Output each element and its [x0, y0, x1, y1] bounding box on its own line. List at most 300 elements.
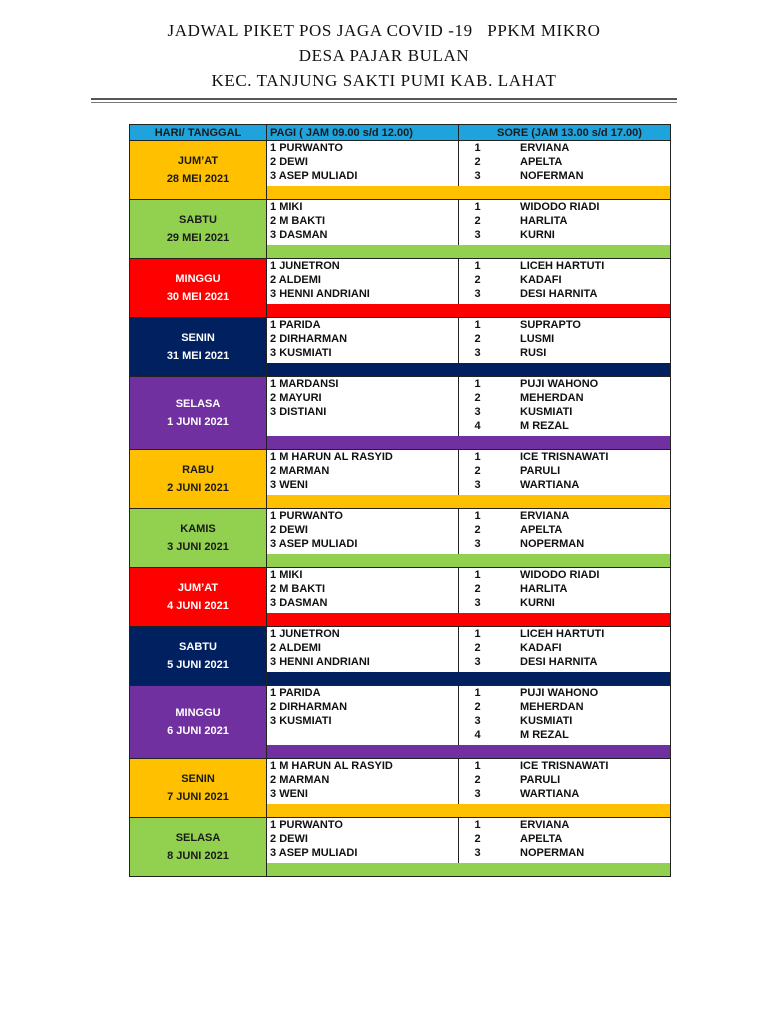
- pagi-staff: [267, 537, 458, 551]
- pagi-staff: [267, 596, 458, 610]
- sore-shift-cell: [459, 759, 671, 805]
- staff-name: ASEP MULIADI: [278, 170, 358, 182]
- pagi-staff: [267, 405, 458, 419]
- staff-name: JUNETRON: [279, 260, 340, 272]
- staff-name: DIRHARMAN: [279, 701, 348, 713]
- staff-number: 1: [270, 319, 277, 331]
- pagi-staff: [267, 641, 458, 655]
- pagi-shift-cell: [267, 568, 459, 614]
- staff-number: 2: [270, 833, 277, 845]
- staff-number: 3: [270, 715, 277, 727]
- staff-name: ALDEMI: [278, 274, 321, 286]
- staff-name: HARLITA: [520, 215, 568, 227]
- staff-name: JUNETRON: [279, 628, 340, 640]
- day-date: 5 JUNI 2021: [167, 659, 229, 671]
- pagi-staff: [267, 200, 458, 214]
- pagi-shift-cell: [267, 377, 459, 437]
- header-pagi: PAGI ( JAM 09.00 s/d 12.00): [267, 125, 459, 141]
- pagi-staff: [267, 377, 458, 391]
- staff-number: 3: [474, 597, 481, 609]
- staff-number: 1: [474, 569, 481, 581]
- staff-name: PARULI: [520, 774, 561, 786]
- sore-staff: [459, 818, 670, 832]
- header-sore: SORE (JAM 13.00 s/d 17.00): [459, 125, 671, 141]
- staff-name: KUSMIATI: [279, 715, 332, 727]
- staff-name: DEWI: [279, 156, 308, 168]
- staff-number: 2: [270, 642, 277, 654]
- staff-name: WIDODO RIADI: [520, 201, 600, 213]
- staff-number: 1: [474, 628, 481, 640]
- staff-number: 2: [474, 465, 481, 477]
- color-band: [267, 804, 671, 818]
- staff-number: 1: [270, 142, 277, 154]
- staff-name: M HARUN AL RASYID: [279, 451, 393, 463]
- day-cell: [130, 568, 267, 627]
- staff-number: 1: [474, 510, 481, 522]
- staff-number: 2: [474, 333, 481, 345]
- schedule-row: [130, 686, 671, 746]
- day-cell: [130, 377, 267, 450]
- sore-staff: [459, 450, 670, 464]
- staff-number: 1: [270, 378, 277, 390]
- sore-staff: [459, 377, 670, 391]
- schedule-row: [130, 318, 671, 364]
- staff-number: 2: [474, 524, 481, 536]
- pagi-staff: [267, 523, 458, 537]
- sore-staff: [459, 169, 670, 183]
- staff-number: 2: [270, 465, 277, 477]
- pagi-staff: [267, 582, 458, 596]
- pagi-staff: [267, 655, 458, 669]
- staff-name: WARTIANA: [520, 479, 580, 491]
- pagi-staff: [267, 155, 458, 169]
- day-name: KAMIS: [180, 523, 216, 535]
- color-band: [267, 245, 671, 259]
- staff-number: 2: [474, 833, 481, 845]
- day-name: MINGGU: [175, 273, 221, 285]
- sore-shift-cell: [459, 200, 671, 246]
- staff-name: KURNI: [520, 229, 555, 241]
- staff-number: 1: [270, 628, 277, 640]
- staff-name: WENI: [279, 788, 308, 800]
- staff-name: APELTA: [520, 156, 563, 168]
- staff-number: 2: [270, 524, 277, 536]
- pagi-shift-cell: [267, 509, 459, 555]
- day-name: JUM’AT: [177, 582, 219, 594]
- staff-number: 2: [270, 392, 277, 404]
- day-cell: [130, 686, 267, 759]
- day-name: JUM’AT: [177, 155, 219, 167]
- pagi-staff: [267, 700, 458, 714]
- staff-number: 2: [270, 583, 277, 595]
- staff-number: 1: [270, 510, 277, 522]
- pagi-staff: [267, 318, 458, 332]
- schedule-row: [130, 141, 671, 187]
- pagi-staff: [267, 287, 458, 301]
- pagi-shift-cell: [267, 686, 459, 746]
- schedule-row: [130, 450, 671, 496]
- day-date: 6 JUNI 2021: [167, 725, 229, 737]
- staff-name: DIRHARMAN: [279, 333, 348, 345]
- sore-shift-cell: [459, 450, 671, 496]
- staff-number: 3: [270, 656, 277, 668]
- pagi-staff: [267, 818, 458, 832]
- schedule-row: [130, 200, 671, 246]
- sore-staff: [459, 568, 670, 582]
- pagi-staff: [267, 787, 458, 801]
- pagi-shift-cell: [267, 818, 459, 864]
- staff-number: 2: [474, 774, 481, 786]
- staff-number: 3: [474, 715, 481, 727]
- color-band: [267, 495, 671, 509]
- staff-number: 1: [270, 569, 277, 581]
- staff-name: MARMAN: [279, 465, 330, 477]
- pagi-shift-cell: [267, 141, 459, 187]
- staff-name: KURNI: [520, 597, 555, 609]
- staff-number: 2: [474, 274, 481, 286]
- pagi-staff: [267, 509, 458, 523]
- staff-number: 3: [474, 347, 481, 359]
- staff-name: DEWI: [279, 833, 308, 845]
- pagi-staff: [267, 627, 458, 641]
- sore-staff: [459, 287, 670, 301]
- staff-name: HENNI ANDRIANI: [279, 288, 370, 300]
- staff-name: NOFERMAN: [520, 170, 584, 182]
- day-name: RABU: [182, 464, 214, 476]
- sore-staff: [459, 787, 670, 801]
- sore-staff: [459, 728, 670, 742]
- staff-name: PUJI WAHONO: [520, 378, 599, 390]
- day-name: SABTU: [179, 641, 217, 653]
- staff-name: MEHERDAN: [520, 701, 584, 713]
- staff-number: 2: [270, 774, 277, 786]
- day-name: SENIN: [181, 332, 215, 344]
- staff-number: 3: [270, 847, 277, 859]
- header-day: HARI/ TANGGAL: [130, 125, 267, 141]
- sore-staff: [459, 419, 670, 433]
- staff-name: MEHERDAN: [520, 392, 584, 404]
- pagi-staff: [267, 259, 458, 273]
- pagi-staff: [267, 464, 458, 478]
- staff-number: 3: [270, 597, 277, 609]
- staff-number: 3: [474, 288, 481, 300]
- day-date: 3 JUNI 2021: [167, 541, 229, 553]
- staff-number: 3: [474, 847, 481, 859]
- day-name: SENIN: [181, 773, 215, 785]
- staff-name: WENI: [279, 479, 308, 491]
- day-date: 30 MEI 2021: [166, 291, 230, 303]
- sore-staff: [459, 318, 670, 332]
- pagi-shift-cell: [267, 200, 459, 246]
- color-band: [267, 745, 671, 759]
- sore-shift-cell: [459, 627, 671, 673]
- pagi-staff: [267, 832, 458, 846]
- pagi-staff: [267, 846, 458, 860]
- sore-staff: [459, 391, 670, 405]
- sore-staff: [459, 686, 670, 700]
- pagi-staff: [267, 273, 458, 287]
- staff-number: 1: [474, 201, 481, 213]
- staff-name: DASMAN: [279, 229, 328, 241]
- staff-name: ICE TRISNAWATI: [520, 760, 609, 772]
- schedule-row: [130, 818, 671, 864]
- sore-staff: [459, 228, 670, 242]
- pagi-shift-cell: [267, 627, 459, 673]
- staff-number: 3: [474, 538, 481, 550]
- day-name: MINGGU: [175, 707, 221, 719]
- document-title: [0, 18, 768, 93]
- schedule-row: [130, 568, 671, 614]
- staff-name: APELTA: [520, 524, 563, 536]
- pagi-staff: [267, 568, 458, 582]
- staff-name: ERVIANA: [520, 819, 570, 831]
- sore-staff: [459, 214, 670, 228]
- staff-number: 1: [474, 378, 481, 390]
- staff-name: KUSMIATI: [520, 715, 573, 727]
- staff-name: ERVIANA: [520, 510, 570, 522]
- staff-number: 3: [270, 170, 277, 182]
- sore-staff: [459, 641, 670, 655]
- pagi-staff: [267, 478, 458, 492]
- staff-number: 1: [270, 451, 277, 463]
- staff-name: DASMAN: [279, 597, 328, 609]
- day-name: SELASA: [175, 398, 221, 410]
- staff-name: ASEP MULIADI: [278, 847, 358, 859]
- sore-staff: [459, 596, 670, 610]
- day-name: SELASA: [175, 832, 221, 844]
- staff-number: 3: [474, 170, 481, 182]
- sore-staff: [459, 464, 670, 478]
- staff-name: HENNI ANDRIANI: [279, 656, 370, 668]
- staff-name: WARTIANA: [520, 788, 580, 800]
- staff-number: 1: [270, 260, 277, 272]
- sore-shift-cell: [459, 568, 671, 614]
- staff-number: 3: [270, 788, 277, 800]
- staff-name: KADAFI: [520, 642, 562, 654]
- pagi-shift-cell: [267, 318, 459, 364]
- sore-staff: [459, 846, 670, 860]
- staff-number: 3: [270, 288, 277, 300]
- staff-name: PARIDA: [279, 687, 321, 699]
- staff-name: M HARUN AL RASYID: [279, 760, 393, 772]
- day-cell: [130, 759, 267, 818]
- title-line-3: KEC. TANJUNG SAKTI PUMI KAB. LAHAT: [211, 71, 557, 90]
- staff-number: 2: [474, 392, 481, 404]
- sore-staff: [459, 627, 670, 641]
- day-cell: [130, 450, 267, 509]
- staff-number: 1: [270, 819, 277, 831]
- staff-number: 3: [270, 479, 277, 491]
- staff-name: PARIDA: [279, 319, 321, 331]
- staff-number: 3: [474, 479, 481, 491]
- staff-name: DESI HARNITA: [520, 288, 598, 300]
- day-cell: [130, 509, 267, 568]
- title-line-1: JADWAL PIKET POS JAGA COVID -19 PPKM MIKRO: [167, 21, 601, 40]
- staff-name: MIKI: [279, 569, 303, 581]
- staff-number: 4: [474, 420, 481, 432]
- sore-staff: [459, 200, 670, 214]
- day-cell: [130, 627, 267, 686]
- staff-number: 1: [270, 201, 277, 213]
- staff-number: 2: [270, 156, 277, 168]
- sore-staff: [459, 700, 670, 714]
- staff-name: PURWANTO: [279, 819, 343, 831]
- color-band: [267, 863, 671, 877]
- day-name: SABTU: [179, 214, 217, 226]
- staff-name: NOPERMAN: [520, 538, 585, 550]
- staff-name: ALDEMI: [278, 642, 321, 654]
- staff-number: 1: [474, 687, 481, 699]
- sore-staff: [459, 346, 670, 360]
- pagi-staff: [267, 214, 458, 228]
- staff-name: LICEH HARTUTI: [520, 260, 605, 272]
- sore-shift-cell: [459, 509, 671, 555]
- staff-name: M BAKTI: [279, 215, 326, 227]
- staff-number: 1: [474, 142, 481, 154]
- sore-staff: [459, 582, 670, 596]
- sore-shift-cell: [459, 686, 671, 746]
- staff-name: APELTA: [520, 833, 563, 845]
- staff-number: 1: [474, 819, 481, 831]
- day-cell: [130, 200, 267, 259]
- staff-number: 2: [474, 642, 481, 654]
- sore-staff: [459, 155, 670, 169]
- staff-number: 3: [270, 406, 277, 418]
- sore-shift-cell: [459, 141, 671, 187]
- day-date: 7 JUNI 2021: [167, 791, 229, 803]
- sore-staff: [459, 141, 670, 155]
- pagi-staff: [267, 773, 458, 787]
- day-cell: [130, 818, 267, 877]
- sore-staff: [459, 273, 670, 287]
- staff-name: MIKI: [279, 201, 303, 213]
- staff-name: MARDANSI: [279, 378, 339, 390]
- schedule-row: [130, 259, 671, 305]
- staff-name: M REZAL: [520, 420, 569, 432]
- pagi-staff: [267, 228, 458, 242]
- staff-number: 4: [474, 729, 481, 741]
- sore-shift-cell: [459, 377, 671, 437]
- pagi-shift-cell: [267, 759, 459, 805]
- schedule-row: [130, 759, 671, 805]
- sore-staff: [459, 832, 670, 846]
- color-band: [267, 613, 671, 627]
- sore-staff: [459, 655, 670, 669]
- staff-name: DEWI: [279, 524, 308, 536]
- staff-number: 3: [270, 347, 277, 359]
- staff-number: 3: [270, 538, 277, 550]
- schedule-body: [130, 141, 671, 877]
- staff-name: LUSMI: [520, 333, 555, 345]
- sore-staff: [459, 523, 670, 537]
- day-date: 8 JUNI 2021: [167, 850, 229, 862]
- sore-staff: [459, 405, 670, 419]
- staff-number: 3: [474, 656, 481, 668]
- staff-name: PURWANTO: [279, 142, 343, 154]
- pagi-staff: [267, 686, 458, 700]
- sore-shift-cell: [459, 259, 671, 305]
- staff-name: SUPRAPTO: [520, 319, 581, 331]
- sore-staff: [459, 509, 670, 523]
- day-date: 1 JUNI 2021: [167, 416, 229, 428]
- pagi-staff: [267, 450, 458, 464]
- color-band: [267, 304, 671, 318]
- color-band: [267, 554, 671, 568]
- color-band: [267, 186, 671, 200]
- title-rule-thin: [91, 102, 677, 103]
- staff-name: KUSMIATI: [279, 347, 332, 359]
- pagi-staff: [267, 169, 458, 183]
- staff-name: ICE TRISNAWATI: [520, 451, 609, 463]
- staff-name: MARMAN: [279, 774, 330, 786]
- staff-name: DESI HARNITA: [520, 656, 598, 668]
- staff-number: 1: [474, 451, 481, 463]
- staff-name: KADAFI: [520, 274, 562, 286]
- pagi-shift-cell: [267, 259, 459, 305]
- day-date: 28 MEI 2021: [166, 173, 230, 185]
- sore-shift-cell: [459, 318, 671, 364]
- pagi-staff: [267, 391, 458, 405]
- day-cell: [130, 141, 267, 200]
- pagi-staff: [267, 346, 458, 360]
- day-date: 2 JUNI 2021: [167, 482, 229, 494]
- staff-number: 2: [270, 333, 277, 345]
- staff-name: NOPERMAN: [520, 847, 585, 859]
- color-band: [267, 672, 671, 686]
- sore-shift-cell: [459, 818, 671, 864]
- staff-number: 3: [474, 229, 481, 241]
- day-cell: [130, 259, 267, 318]
- sore-staff: [459, 332, 670, 346]
- day-date: 4 JUNI 2021: [167, 600, 229, 612]
- staff-name: WIDODO RIADI: [520, 569, 600, 581]
- staff-name: HARLITA: [520, 583, 568, 595]
- schedule-table: [129, 124, 671, 877]
- staff-name: M BAKTI: [279, 583, 326, 595]
- staff-number: 1: [474, 760, 481, 772]
- staff-number: 2: [270, 701, 277, 713]
- staff-name: ERVIANA: [520, 142, 570, 154]
- staff-number: 2: [474, 701, 481, 713]
- staff-number: 3: [270, 229, 277, 241]
- sore-staff: [459, 773, 670, 787]
- staff-number: 3: [474, 406, 481, 418]
- staff-number: 2: [474, 215, 481, 227]
- staff-number: 1: [270, 687, 277, 699]
- staff-number: 1: [474, 319, 481, 331]
- staff-number: 2: [474, 583, 481, 595]
- sore-staff: [459, 478, 670, 492]
- title-line-2: DESA PAJAR BULAN: [298, 46, 470, 65]
- pagi-staff: [267, 332, 458, 346]
- schedule-row: [130, 627, 671, 673]
- staff-name: DISTIANI: [279, 406, 327, 418]
- staff-name: PUJI WAHONO: [520, 687, 599, 699]
- staff-name: MAYURI: [279, 392, 322, 404]
- staff-name: M REZAL: [520, 729, 569, 741]
- table-header-row: [130, 125, 671, 141]
- staff-number: 1: [270, 760, 277, 772]
- pagi-staff: [267, 759, 458, 773]
- color-band: [267, 436, 671, 450]
- staff-name: LICEH HARTUTI: [520, 628, 605, 640]
- pagi-staff: [267, 141, 458, 155]
- pagi-staff: [267, 714, 458, 728]
- staff-number: 2: [474, 156, 481, 168]
- day-date: 31 MEI 2021: [166, 350, 230, 362]
- staff-number: 2: [270, 274, 277, 286]
- staff-number: 2: [270, 215, 277, 227]
